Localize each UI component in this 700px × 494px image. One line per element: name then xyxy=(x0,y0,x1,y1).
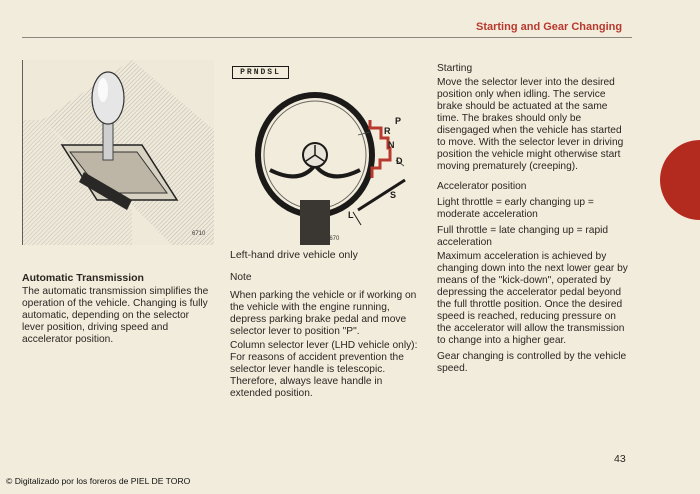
gear-label-l: L xyxy=(348,210,354,220)
console-shifter-illustration xyxy=(22,60,214,245)
figure-caption: Left-hand drive vehicle only xyxy=(230,249,358,261)
figure-number: 8670 xyxy=(326,236,340,242)
note-paragraph: When parking the vehicle or if working on the vehicle with the engine running, depress parking brake pedal and move selector lever to position "P". xyxy=(230,290,417,337)
steering-column-illustration xyxy=(230,60,420,250)
gear-label-r: R xyxy=(384,126,391,136)
light-throttle-text: Light throttle = early changing up = moderate acceleration xyxy=(437,197,594,220)
figure-number: 6710 xyxy=(192,231,206,237)
scan-credit: © Digitalizado por los foreros de PIEL DE TORO xyxy=(6,476,191,486)
steering-wheel-drawing xyxy=(230,60,420,250)
full-throttle-text: Full throttle = late changing up = rapid acceleration xyxy=(437,225,609,248)
page-header: Starting and Gear Changing xyxy=(476,21,623,33)
note-heading: Note xyxy=(230,272,252,283)
accelerator-heading: Accelerator position xyxy=(437,181,527,192)
thumb-index-tab xyxy=(660,140,700,220)
starting-body: Move the selector lever into the desired position only when idling. The service brake should be actuated at the same time. The brakes should only be disengaged when the vehicle has started to move. With the selector lever in driving position the vehicle might otherwise start moving prematurely (creeping). xyxy=(437,77,624,172)
console-shifter-drawing xyxy=(22,60,214,245)
page-number: 43 xyxy=(614,453,626,465)
column-automatic-transmission xyxy=(22,272,212,348)
gear-label-p: P xyxy=(395,116,402,126)
note-paragraph: For reasons of accident prevention the selector lever handle is telescopic. Therefore, always leave handle in extended position. xyxy=(230,352,404,399)
header-divider xyxy=(22,37,632,38)
note-paragraph: Column selector lever (LHD vehicle only): xyxy=(230,340,418,351)
section-heading: Automatic Transmission xyxy=(22,272,144,284)
gear-changing-text: Gear changing is controlled by the vehicle speed. xyxy=(437,351,627,374)
kickdown-text: Maximum acceleration is achieved by changing down into the next lower gear by means of the "kick-down", operated by depressing the accelerator pedal beyond the full throttle position. Once the desired speed is reached, reducing pressure on the accelerator will allow the transmission to change into a higher gear. xyxy=(437,251,628,346)
gear-label-d: D xyxy=(396,156,403,166)
starting-heading: Starting xyxy=(437,63,473,74)
column-starting xyxy=(437,63,632,377)
column-note xyxy=(230,272,425,402)
section-body: The automatic transmission simplifies the operation of the vehicle. Changing is fully automatic, depending on the selector lever position, driving speed and accelerator position. xyxy=(22,286,209,345)
gear-label-s: S xyxy=(390,190,397,200)
gear-label-n: N xyxy=(388,140,395,150)
selector-position-badge: PRNDSL xyxy=(232,66,289,79)
